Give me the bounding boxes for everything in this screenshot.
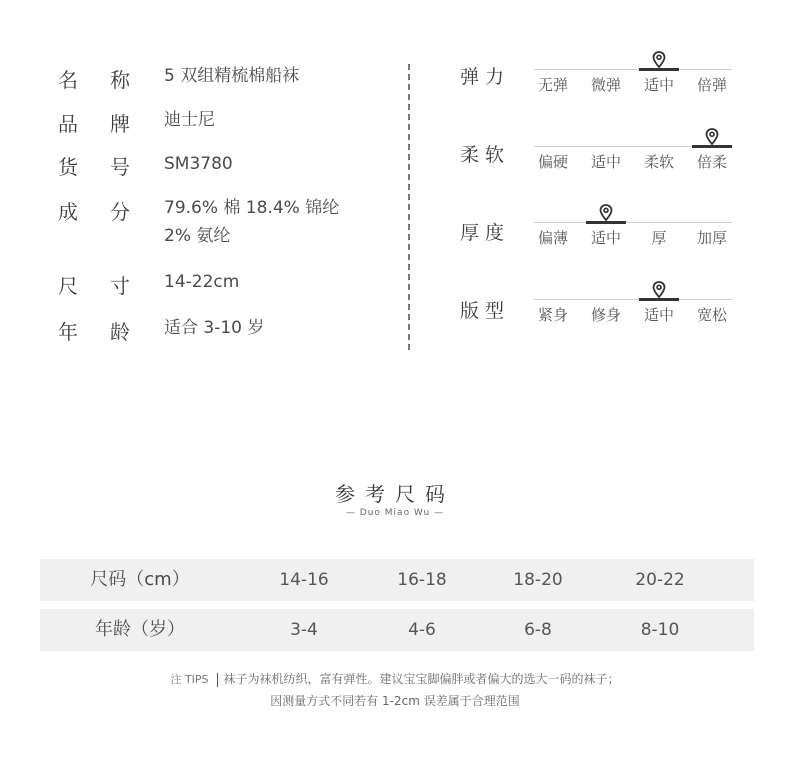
note-line-2: 因测量方式不同若有 1-2cm 误差属于合理范围 — [270, 694, 520, 708]
rating-option: 修身 — [590, 306, 621, 324]
rating-label: 柔软 — [460, 144, 511, 166]
spec-value-name: 5 双组精梳棉船袜 — [164, 66, 300, 86]
spec-value-brand: 迪士尼 — [164, 110, 215, 130]
rating-label: 版型 — [460, 300, 511, 322]
rating-option: 紧身 — [537, 306, 568, 324]
location-pin-icon — [652, 51, 666, 69]
rating-option: 宽松 — [696, 306, 727, 324]
spec-label-sku: 货 号 — [58, 155, 130, 179]
spec-value-sku: SM3780 — [164, 154, 233, 174]
spec-label-age: 年 龄 — [58, 320, 130, 344]
rating-scale-line — [534, 69, 732, 70]
rating-label: 弹力 — [460, 66, 511, 88]
rating-option: 厚 — [651, 229, 667, 247]
note-line-1 — [0, 670, 790, 687]
location-pin-icon — [599, 204, 613, 222]
rating-option: 微弹 — [590, 76, 621, 94]
rating-option: 适中 — [590, 229, 621, 247]
location-pin-icon — [652, 281, 666, 299]
rating-option: 适中 — [643, 76, 674, 94]
rating-option: 偏硬 — [537, 153, 568, 171]
spec-value-material: 79.6% 棉 18.4% 锦纶 — [164, 198, 340, 218]
spec-label-material: 成 分 — [58, 200, 130, 224]
spec-value-age: 适合 3-10 岁 — [164, 318, 265, 338]
spec-value-material-2: 2% 氨纶 — [164, 226, 231, 246]
spec-label-brand: 品 牌 — [58, 112, 130, 136]
age-cell: 3-4 — [290, 620, 318, 640]
rating-scale-line — [534, 299, 732, 300]
spec-label-size: 尺 寸 — [58, 274, 130, 298]
size-cell: 14-16 — [279, 570, 329, 590]
size-row-header: 尺码（cm） — [90, 569, 190, 590]
age-cell: 4-6 — [408, 620, 436, 640]
size-chart-title: 参考尺码 — [335, 482, 455, 506]
rating-label: 厚度 — [460, 222, 511, 244]
spec-value-size: 14-22cm — [164, 272, 240, 292]
location-pin-icon — [705, 128, 719, 146]
rating-option: 适中 — [590, 153, 621, 171]
rating-option: 无弹 — [537, 76, 568, 94]
size-cell: 20-22 — [635, 570, 685, 590]
size-cell: 18-20 — [513, 570, 563, 590]
rating-option: 适中 — [643, 306, 674, 324]
note-text-1: 袜子为袜机纺织，富有弹性。建议宝宝脚偏胖或者偏大的选大一码的袜子； — [223, 672, 620, 686]
note-tag: 注 TIPS — [170, 673, 209, 686]
spec-label-name: 名 称 — [58, 68, 130, 92]
age-cell: 6-8 — [524, 620, 552, 640]
rating-option: 加厚 — [696, 229, 727, 247]
size-cell: 16-18 — [397, 570, 447, 590]
note-separator — [217, 673, 218, 687]
rating-option: 偏薄 — [537, 229, 568, 247]
size-chart-subtitle: — Duo Miao Wu — — [345, 508, 445, 518]
age-row-header: 年龄（岁） — [95, 619, 185, 640]
dashed-divider — [408, 64, 410, 350]
rating-scale-line — [534, 222, 732, 223]
rating-option: 柔软 — [643, 153, 674, 171]
age-cell: 8-10 — [640, 620, 680, 640]
rating-option: 倍弹 — [696, 76, 727, 94]
rating-option: 倍柔 — [696, 153, 727, 171]
